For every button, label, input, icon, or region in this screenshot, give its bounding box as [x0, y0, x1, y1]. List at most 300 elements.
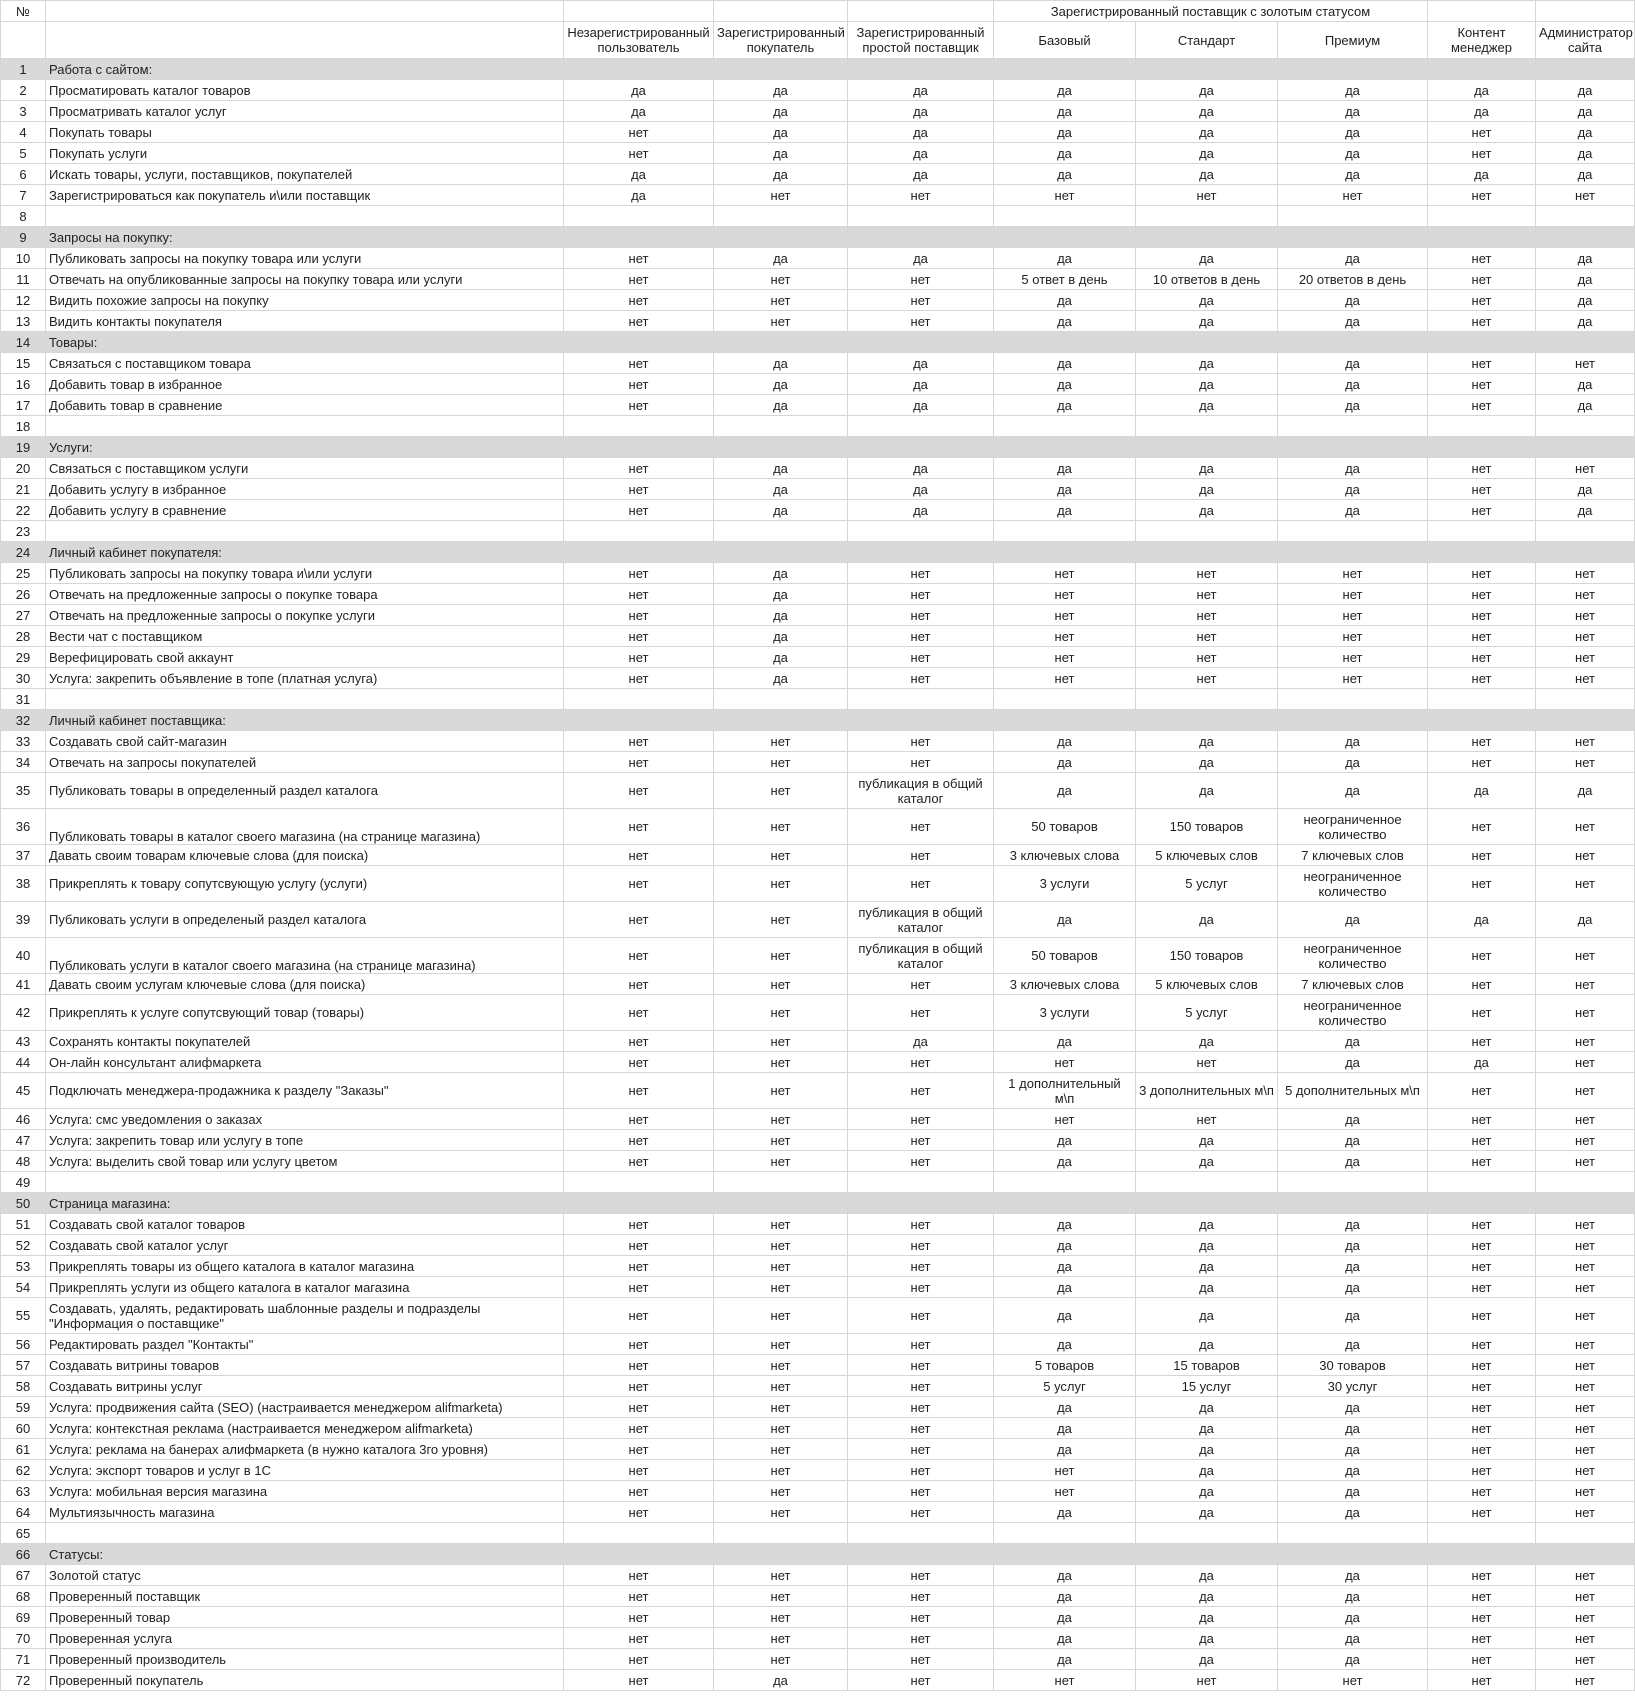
permission-cell: да [1136, 1481, 1278, 1502]
permission-cell [1278, 437, 1428, 458]
row-number: 8 [1, 206, 46, 227]
permission-cell: нет [564, 1376, 714, 1397]
table-row [1, 1130, 1635, 1151]
column-header-standard: Стандарт [1136, 22, 1278, 59]
permission-cell: да [1136, 1256, 1278, 1277]
column-header-basic: Базовый [994, 22, 1136, 59]
permission-cell: да [1278, 902, 1428, 938]
row-number: 40 [1, 938, 46, 974]
feature-label: Он-лайн консультант алифмаркета [46, 1052, 564, 1073]
permission-cell: 30 услуг [1278, 1376, 1428, 1397]
permission-cell [1278, 332, 1428, 353]
permission-cell: нет [714, 185, 848, 206]
permission-cell: да [1278, 1481, 1428, 1502]
permission-cell: нет [564, 974, 714, 995]
permission-cell [994, 710, 1136, 731]
permission-cell: да [1536, 80, 1635, 101]
permission-cell: нет [564, 773, 714, 809]
row-number: 28 [1, 626, 46, 647]
column-header-content-manager: Контент менеджер [1428, 22, 1536, 59]
permission-cell: нет [564, 563, 714, 584]
permission-cell: нет [848, 563, 994, 584]
permission-cell: нет [714, 1052, 848, 1073]
permission-cell [994, 59, 1136, 80]
permission-cell: нет [848, 1298, 994, 1334]
row-number: 18 [1, 416, 46, 437]
permission-cell: нет [714, 1376, 848, 1397]
permission-cell: нет [1536, 1439, 1635, 1460]
permission-cell [1428, 689, 1536, 710]
permission-cell [714, 689, 848, 710]
permission-cell: нет [564, 1586, 714, 1607]
row-number: 61 [1, 1439, 46, 1460]
row-number: 60 [1, 1418, 46, 1439]
permission-cell: нет [564, 809, 714, 845]
permission-cell: нет [1536, 1214, 1635, 1235]
feature-label: Зарегистрироваться как покупатель и\или поставщик [46, 185, 564, 206]
permission-cell [994, 1544, 1136, 1565]
permission-cell [1136, 1193, 1278, 1214]
permission-cell: нет [564, 1256, 714, 1277]
feature-label: Добавить товар в сравнение [46, 395, 564, 416]
permission-cell: да [564, 80, 714, 101]
row-number: 59 [1, 1397, 46, 1418]
permission-cell: нет [848, 1502, 994, 1523]
column-header-simple-supplier: Зарегистрированный простой поставщик [848, 22, 994, 59]
permission-cell: нет [1428, 395, 1536, 416]
permission-cell: да [1278, 479, 1428, 500]
permission-cell: нет [1428, 1439, 1536, 1460]
permission-cell: да [1536, 164, 1635, 185]
row-number: 44 [1, 1052, 46, 1073]
section-row [1, 59, 1635, 80]
row-number: 25 [1, 563, 46, 584]
permission-cell: да [848, 458, 994, 479]
table-row [1, 1109, 1635, 1130]
table-body [1, 59, 1635, 1691]
feature-label: Отвечать на предложенные запросы о покупке услуги [46, 605, 564, 626]
permission-cell: нет [1536, 626, 1635, 647]
permission-cell: да [1136, 122, 1278, 143]
table-row [1, 164, 1635, 185]
row-number: 23 [1, 521, 46, 542]
permission-cell: нет [994, 626, 1136, 647]
permission-cell: да [1278, 1298, 1428, 1334]
permission-cell: да [1278, 290, 1428, 311]
permission-cell: да [1428, 80, 1536, 101]
table-row [1, 248, 1635, 269]
permission-cell: да [1136, 164, 1278, 185]
permission-cell [848, 1523, 994, 1544]
table-row [1, 122, 1635, 143]
permission-cell: нет [994, 563, 1136, 584]
permission-cell: да [848, 143, 994, 164]
section-title: Личный кабинет покупателя: [46, 542, 564, 563]
permission-cell [1428, 437, 1536, 458]
permission-cell: нет [1136, 1052, 1278, 1073]
permission-cell [1536, 1523, 1635, 1544]
permission-cell: нет [848, 1376, 994, 1397]
permission-cell: да [1136, 1586, 1278, 1607]
table-row [1, 1277, 1635, 1298]
permission-cell: да [1136, 80, 1278, 101]
permission-cell: нет [1428, 1298, 1536, 1334]
permission-cell: нет [848, 1109, 994, 1130]
permission-cell: да [714, 374, 848, 395]
permission-cell: да [1278, 752, 1428, 773]
table-row [1, 500, 1635, 521]
permission-cell [1536, 521, 1635, 542]
permission-cell [1428, 332, 1536, 353]
permission-cell: нет [564, 1151, 714, 1172]
permission-cell: нет [564, 353, 714, 374]
permission-cell: нет [1136, 1109, 1278, 1130]
permission-cell: нет [564, 752, 714, 773]
permission-cell [1278, 1523, 1428, 1544]
permission-cell [714, 542, 848, 563]
permission-cell: публикация в общий каталог [848, 902, 994, 938]
table-row [1, 902, 1635, 938]
row-number: 55 [1, 1298, 46, 1334]
permission-cell: да [1136, 143, 1278, 164]
permission-cell [564, 689, 714, 710]
permission-cell: публикация в общий каталог [848, 938, 994, 974]
permission-cell: да [848, 479, 994, 500]
permission-cell: нет [994, 647, 1136, 668]
permission-cell: да [1278, 1214, 1428, 1235]
permission-cell: да [848, 374, 994, 395]
permission-cell: 7 ключевых слов [1278, 974, 1428, 995]
table-row [1, 290, 1635, 311]
table-row [1, 206, 1635, 227]
permission-cell: нет [848, 1277, 994, 1298]
permission-cell: нет [1428, 752, 1536, 773]
permission-cell: нет [1428, 1151, 1536, 1172]
section-row [1, 1544, 1635, 1565]
permission-cell [848, 227, 994, 248]
permission-cell: да [1278, 1439, 1428, 1460]
table-row [1, 185, 1635, 206]
permission-cell [1136, 332, 1278, 353]
feature-label: Создавать витрины товаров [46, 1355, 564, 1376]
permission-cell: нет [848, 1256, 994, 1277]
permission-cell: нет [1428, 866, 1536, 902]
permission-cell: нет [1536, 1586, 1635, 1607]
permission-cell: да [994, 1277, 1136, 1298]
permission-cell [848, 416, 994, 437]
permission-cell: 5 услуг [994, 1376, 1136, 1397]
permission-cell: нет [1428, 1649, 1536, 1670]
permission-cell [1536, 689, 1635, 710]
permission-cell: 30 товаров [1278, 1355, 1428, 1376]
table-row [1, 605, 1635, 626]
feature-label: Создавать свой сайт-магазин [46, 731, 564, 752]
permission-cell: нет [564, 458, 714, 479]
feature-label: Услуга: закрепить объявление в топе (платная услуга) [46, 668, 564, 689]
permission-cell: нет [564, 626, 714, 647]
table-row [1, 1172, 1635, 1193]
permission-cell: да [994, 1607, 1136, 1628]
permission-cell: нет [848, 185, 994, 206]
permission-cell: да [1136, 1277, 1278, 1298]
permission-cell: нет [714, 752, 848, 773]
permission-cell: нет [1536, 752, 1635, 773]
permission-cell [714, 1523, 848, 1544]
permission-cell: да [994, 1214, 1136, 1235]
permission-cell [564, 206, 714, 227]
feature-label: Создавать свой каталог товаров [46, 1214, 564, 1235]
permission-cell: нет [1428, 1607, 1536, 1628]
feature-label: Публиковать товары в каталог своего магазина (на странице магазина) [46, 809, 564, 845]
permission-cell: да [1536, 143, 1635, 164]
permission-cell: нет [1428, 668, 1536, 689]
section-title: Работа с сайтом: [46, 59, 564, 80]
section-title: Услуги: [46, 437, 564, 458]
permission-cell: нет [994, 1109, 1136, 1130]
table-row [1, 1649, 1635, 1670]
permission-cell: да [1536, 773, 1635, 809]
feature-label: Услуга: реклама на банерах алифмаркета (в нужно каталога 3го уровня) [46, 1439, 564, 1460]
num-column-header: № [1, 1, 46, 22]
permission-cell [714, 1544, 848, 1565]
permission-cell: да [714, 500, 848, 521]
permission-cell: нет [1536, 1256, 1635, 1277]
feature-label: Отвечать на предложенные запросы о покупке товара [46, 584, 564, 605]
table-row [1, 773, 1635, 809]
permission-cell: 10 ответов в день [1136, 269, 1278, 290]
permission-cell: да [848, 248, 994, 269]
feature-label: Вести чат с поставщиком [46, 626, 564, 647]
permission-cell: 3 услуги [994, 995, 1136, 1031]
permission-cell: нет [714, 773, 848, 809]
table-row [1, 1439, 1635, 1460]
table-row [1, 752, 1635, 773]
permission-cell: нет [1136, 185, 1278, 206]
permission-cell: нет [848, 311, 994, 332]
feature-label: Создавать свой каталог услуг [46, 1235, 564, 1256]
permission-cell: да [564, 101, 714, 122]
permission-cell: нет [1536, 668, 1635, 689]
feature-column-header [46, 1, 564, 22]
permission-cell: нет [564, 1481, 714, 1502]
column-header-buyer-corner [714, 1, 848, 22]
permission-cell: да [1278, 1460, 1428, 1481]
permission-cell [848, 332, 994, 353]
permission-cell [564, 437, 714, 458]
row-number: 13 [1, 311, 46, 332]
permission-cell: да [1136, 902, 1278, 938]
permission-cell: нет [1536, 1235, 1635, 1256]
column-header-site-admin: Администратор сайта [1536, 22, 1635, 59]
permission-cell: нет [1278, 185, 1428, 206]
row-number: 57 [1, 1355, 46, 1376]
permission-cell: нет [714, 1502, 848, 1523]
row-number: 56 [1, 1334, 46, 1355]
permission-cell: нет [1536, 1565, 1635, 1586]
permission-cell [1136, 1523, 1278, 1544]
permission-cell: нет [848, 1130, 994, 1151]
permission-cell: да [994, 1565, 1136, 1586]
row-number: 31 [1, 689, 46, 710]
permission-cell [848, 689, 994, 710]
permission-cell: нет [848, 974, 994, 995]
permission-cell: да [848, 395, 994, 416]
permission-cell: нет [564, 1277, 714, 1298]
feature-label: Услуга: смс уведомления о заказах [46, 1109, 564, 1130]
permission-cell: да [714, 584, 848, 605]
permission-cell [994, 437, 1136, 458]
permission-cell: нет [1428, 1397, 1536, 1418]
permission-cell: да [1278, 500, 1428, 521]
permission-cell: нет [564, 902, 714, 938]
feature-label: Прикреплять услуги из общего каталога в каталог магазина [46, 1277, 564, 1298]
permission-cell: да [1278, 1418, 1428, 1439]
permission-cell: да [1136, 1439, 1278, 1460]
permission-cell: да [994, 374, 1136, 395]
row-number: 20 [1, 458, 46, 479]
gold-supplier-group-header: Зарегистрированный поставщик с золотым статусом [994, 1, 1428, 22]
permission-cell [564, 1193, 714, 1214]
permission-cell: да [1278, 1130, 1428, 1151]
row-number: 15 [1, 353, 46, 374]
feature-label: Просматривать каталог услуг [46, 101, 564, 122]
feature-label: Добавить товар в избранное [46, 374, 564, 395]
feature-label: Добавить услугу в избранное [46, 479, 564, 500]
row-number: 71 [1, 1649, 46, 1670]
permission-cell [714, 521, 848, 542]
permission-cell: 3 ключевых слова [994, 974, 1136, 995]
permission-cell [994, 1172, 1136, 1193]
table-row [1, 584, 1635, 605]
permission-cell: нет [848, 1670, 994, 1691]
permission-cell [1428, 1193, 1536, 1214]
permission-cell: да [714, 668, 848, 689]
permission-cell: да [1536, 374, 1635, 395]
permission-cell: нет [848, 1334, 994, 1355]
permission-cell [564, 1544, 714, 1565]
row-number: 12 [1, 290, 46, 311]
permission-cell: нет [564, 938, 714, 974]
permission-cell [1278, 1193, 1428, 1214]
permission-cell: да [1136, 752, 1278, 773]
num-column-header-blank [1, 22, 46, 59]
permission-cell: да [1428, 164, 1536, 185]
permission-cell [564, 1172, 714, 1193]
permission-cell: да [1278, 101, 1428, 122]
permission-cell [714, 332, 848, 353]
permission-cell: да [1136, 1565, 1278, 1586]
table-row [1, 626, 1635, 647]
table-row [1, 101, 1635, 122]
permission-cell: да [1428, 773, 1536, 809]
permission-cell: нет [564, 269, 714, 290]
permission-cell: нет [1428, 311, 1536, 332]
permission-cell: нет [1536, 974, 1635, 995]
permission-cell: нет [1428, 143, 1536, 164]
permission-cell: нет [994, 584, 1136, 605]
table-header [1, 1, 1635, 59]
permission-cell: нет [848, 866, 994, 902]
permission-cell: да [994, 1298, 1136, 1334]
permission-cell: 3 ключевых слова [994, 845, 1136, 866]
table-row [1, 1256, 1635, 1277]
table-row [1, 458, 1635, 479]
feature-label [46, 521, 564, 542]
permission-cell: нет [1536, 1418, 1635, 1439]
permission-cell: да [1136, 353, 1278, 374]
row-number: 66 [1, 1544, 46, 1565]
permission-cell: нет [848, 731, 994, 752]
table-row [1, 143, 1635, 164]
permission-cell: да [1278, 1607, 1428, 1628]
permission-cell: да [994, 731, 1136, 752]
permission-cell: нет [1536, 1355, 1635, 1376]
permission-cell: да [714, 1670, 848, 1691]
feature-label: Проверенный товар [46, 1607, 564, 1628]
table-row [1, 1460, 1635, 1481]
permission-cell: да [1136, 1460, 1278, 1481]
permission-cell [1136, 227, 1278, 248]
row-number: 43 [1, 1031, 46, 1052]
feature-label [46, 206, 564, 227]
permission-cell: да [1278, 731, 1428, 752]
feature-label: Отвечать на запросы покупателей [46, 752, 564, 773]
feature-label: Видить похожие запросы на покупку [46, 290, 564, 311]
permission-cell: да [714, 122, 848, 143]
permission-cell [564, 332, 714, 353]
permission-cell: нет [1428, 1334, 1536, 1355]
permission-cell [564, 521, 714, 542]
permission-cell: да [994, 122, 1136, 143]
row-number: 9 [1, 227, 46, 248]
permission-cell: нет [1536, 1376, 1635, 1397]
permission-cell: нет [848, 605, 994, 626]
permission-cell: нет [1278, 605, 1428, 626]
permission-cell: да [994, 164, 1136, 185]
permission-cell [564, 59, 714, 80]
permission-cell: нет [994, 1052, 1136, 1073]
section-title: Товары: [46, 332, 564, 353]
permission-cell: да [994, 479, 1136, 500]
permission-cell: нет [564, 143, 714, 164]
table-row [1, 269, 1635, 290]
feature-label [46, 1172, 564, 1193]
permission-cell [1428, 1523, 1536, 1544]
permission-cell: нет [1428, 1628, 1536, 1649]
permission-cell: да [848, 353, 994, 374]
permission-cell [1278, 1172, 1428, 1193]
permission-cell: да [1136, 479, 1278, 500]
permission-cell: да [1278, 1502, 1428, 1523]
table-row [1, 80, 1635, 101]
permission-cell: нет [994, 605, 1136, 626]
permission-cell: нет [1428, 647, 1536, 668]
permission-cell: да [1536, 269, 1635, 290]
permission-cell: нет [714, 311, 848, 332]
permission-cell: нет [564, 731, 714, 752]
permission-cell: нет [1136, 563, 1278, 584]
feature-label: Сохранять контакты покупателей [46, 1031, 564, 1052]
permission-cell: нет [714, 1256, 848, 1277]
permission-cell: 7 ключевых слов [1278, 845, 1428, 866]
permission-cell: нет [1536, 584, 1635, 605]
permission-cell: нет [564, 1052, 714, 1073]
permission-cell: 5 ключевых слов [1136, 974, 1278, 995]
permission-cell: нет [848, 1607, 994, 1628]
permission-cell: нет [1536, 1031, 1635, 1052]
permission-cell: нет [1428, 563, 1536, 584]
permission-cell: нет [714, 1481, 848, 1502]
